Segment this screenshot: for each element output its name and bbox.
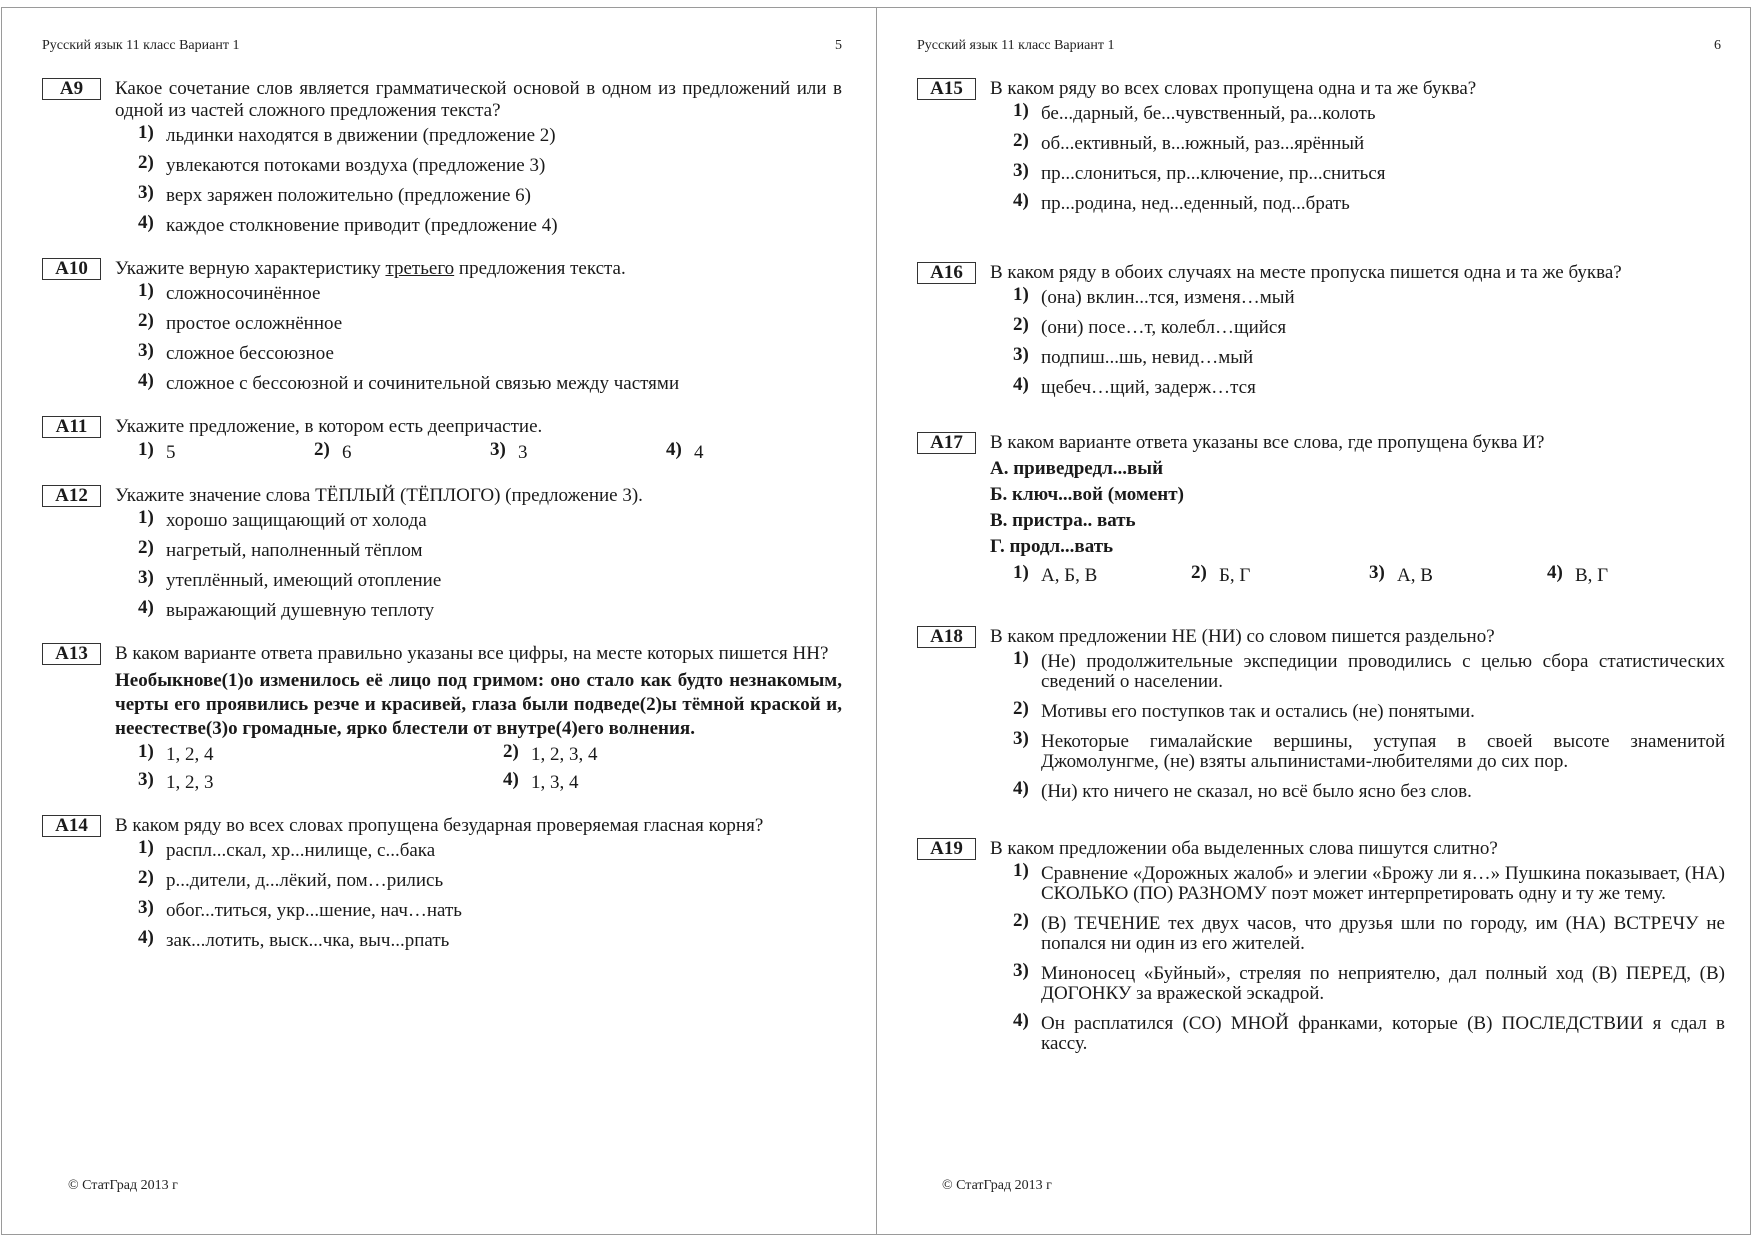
answer-option[interactable] [314,439,490,463]
task-question: В каком ряду во всех словах пропущена безударная проверяемая гласная корня? [115,815,764,836]
answer-option[interactable] [1013,130,1725,154]
option-text: обог...титься, укр...шение, нач…нать [166,900,462,921]
option-number: 1) [138,837,154,858]
option-text: увлекаются потоками воздуха (предложение 3) [166,155,546,176]
option-number: 2) [138,867,154,888]
option-text: (Не) продолжительные экспедиции проводились с целью сбора статистических сведений о населении. [1041,651,1725,692]
option-text: сложное бессоюзное [166,343,334,364]
option-text: Некоторые гималайские вершины, уступая в своей высоте знаменитой Джомолунгме, (не) взяты альпинистами-любителями до сих пор. [1041,731,1725,772]
option-text: пр...слониться, пр...ключение, пр...сниться [1041,163,1386,184]
option-number: 2) [314,439,330,460]
word-list [990,456,1725,560]
option-number: 4) [1013,190,1029,211]
option-text: 6 [342,442,352,463]
page-number: 5 [835,38,842,53]
option-number: 1) [1013,100,1029,121]
option-number: 4) [138,597,154,618]
answer-option[interactable] [138,152,842,176]
option-text: Он расплатился (СО) МНОЙ франками, которые (В) ПОСЛЕДСТВИИ я сдал в кассу. [1041,1013,1725,1054]
answer-option[interactable] [1013,190,1725,214]
answer-option[interactable] [503,741,803,765]
task-a11 [42,416,842,463]
option-text: распл...скал, хр...нилище, с...бака [166,840,436,861]
answer-option[interactable] [1013,374,1725,398]
option-text: (В) ТЕЧЕНИЕ тех двух часов, что друзья шли по городу, им (НА) ВСТРЕЧУ не попался ни один из его жителей. [1041,913,1725,954]
option-number: 1) [138,122,154,143]
option-text: сложное с бессоюзной и сочинительной связью между частями [166,373,680,394]
answer-option[interactable] [1013,910,1725,954]
option-number: 3) [138,897,154,918]
option-number: 1) [1013,860,1029,881]
option-number: 3) [1013,160,1029,181]
option-text: Миноносец «Буйный», стреляя по неприятелю, дал полный ход (В) ПЕРЕД, (В) ДОГОНКУ за вражеской эскадрой. [1041,963,1725,1004]
option-number: 1) [138,439,154,460]
answer-options [115,280,842,394]
page-content [42,78,842,973]
option-text: сложносочинённое [166,283,321,304]
answer-options [990,648,1725,802]
header-title: Русский язык 11 класс Вариант 1 [917,38,1115,53]
option-number: 2) [1013,314,1029,335]
answer-option[interactable] [1191,562,1369,586]
option-number: 1) [138,280,154,301]
task-label: А18 [917,626,976,648]
answer-option[interactable] [1013,860,1725,904]
answer-options [990,562,1725,586]
option-number: 2) [138,152,154,173]
answer-option[interactable] [1013,960,1725,1004]
option-text: 1, 3, 4 [531,772,579,793]
option-number: 1) [138,507,154,528]
answer-options [990,860,1725,1054]
option-number: 3) [490,439,506,460]
option-number: 4) [138,212,154,233]
option-number: 2) [138,310,154,331]
option-text: А, В [1397,565,1433,586]
task-a10 [42,258,842,394]
task-a15 [917,78,1725,214]
answer-options [990,100,1725,214]
option-text: 1, 2, 4 [166,744,214,765]
option-text: пр...родина, нед...еденный, под...брать [1041,193,1350,214]
option-number: 4) [138,927,154,948]
task-question: Укажите значение слова ТЁПЛЫЙ (ТЁПЛОГО) (предложение 3). [115,485,643,506]
option-number: 2) [1013,698,1029,719]
answer-option[interactable] [490,439,666,463]
task-text: Необыкнове(1)о изменилось её лицо под гримом: оно стало как будто незнакомым, черты его проявились резче и красивей, глаза были подведе(2)ы тёмной краской и, неестестве(3)о громадные, ярко блестели от внутре(4)его волнения. [115,670,842,739]
option-number: 3) [138,769,154,790]
option-number: 3) [138,567,154,588]
option-text: 5 [166,442,176,463]
word-item: А. приведредл...вый [990,458,1164,479]
answer-option[interactable] [1013,648,1725,692]
task-a17 [917,432,1725,586]
answer-option[interactable] [138,310,842,334]
answer-option[interactable] [503,769,803,793]
answer-option[interactable] [138,837,842,861]
option-text: каждое столкновение приводит (предложение 4) [166,215,558,236]
task-question: В каком ряду во всех словах пропущена одна и та же буква? [990,78,1477,99]
answer-option[interactable] [1013,1010,1725,1054]
answer-option[interactable] [138,769,503,793]
task-label: А13 [42,643,101,665]
option-number: 1) [1013,648,1029,669]
answer-option[interactable] [1547,562,1725,586]
task-a9 [42,78,842,236]
task-a13 [42,643,842,793]
task-question: Укажите предложение, в котором есть деепричастие. [115,416,543,437]
option-text: (она) вклин...тся, изменя…мый [1041,287,1295,308]
header-title: Русский язык 11 класс Вариант 1 [42,38,240,53]
answer-option[interactable] [138,439,314,463]
option-number: 4) [666,439,682,460]
page-footer: © СтатГрад 2013 г [68,1178,178,1193]
answer-option[interactable] [1013,160,1725,184]
answer-options [115,439,842,463]
option-number: 3) [1013,344,1029,365]
task-label: А11 [42,416,101,438]
answer-option[interactable] [138,597,842,621]
answer-option[interactable] [138,507,842,531]
task-label: А9 [42,78,101,100]
option-text: об...ективный, в...южный, раз...ярённый [1041,133,1365,154]
option-number: 4) [1013,374,1029,395]
answer-option[interactable] [1013,778,1725,802]
page-footer: © СтатГрад 2013 г [942,1178,1052,1193]
answer-option[interactable] [1013,698,1725,722]
option-number: 2) [138,537,154,558]
option-text: Мотивы его поступков так и остались (не) понятыми. [1041,701,1475,722]
answer-option[interactable] [1013,284,1725,308]
task-label: А10 [42,258,101,280]
answer-option[interactable] [1013,344,1725,368]
option-number: 2) [503,741,519,762]
answer-option[interactable] [138,280,842,304]
answer-option[interactable] [138,897,842,921]
answer-option[interactable] [138,567,842,591]
option-text: нагретый, наполненный тёплом [166,540,423,561]
option-text: Сравнение «Дорожных жалоб» и элегии «Брожу ли я…» Пушкина показывает, (НА) СКОЛЬКО (ПО) РАЗНОМУ поэт может интерпретировать одну и ту же тему. [1041,863,1725,904]
answer-option[interactable] [1369,562,1547,586]
option-number: 2) [1191,562,1207,583]
answer-option[interactable] [1013,100,1725,124]
option-text: щебеч…щий, задерж…тся [1041,377,1256,398]
option-text: А, Б, В [1041,565,1098,586]
option-text: 3 [518,442,528,463]
answer-option[interactable] [138,927,842,951]
option-text: утеплённый, имеющий отопление [166,570,442,591]
option-number: 3) [138,340,154,361]
option-number: 1) [1013,284,1029,305]
word-item: В. пристра.. вать [990,510,1136,531]
page-5 [0,0,876,1239]
option-number: 3) [1013,728,1029,749]
task-question: В каком предложении оба выделенных слова пишутся слитно? [990,838,1498,859]
option-text: 1, 2, 3, 4 [531,744,598,765]
task-label: А12 [42,485,101,507]
option-number: 2) [1013,910,1029,931]
option-text: верх заряжен положительно (предложение 6) [166,185,531,206]
option-number: 4) [1547,562,1563,583]
answer-option[interactable] [138,340,842,364]
option-number: 3) [1369,562,1385,583]
option-text: зак...лотить, выск...чка, выч...рпать [166,930,450,951]
task-label: А16 [917,262,976,284]
task-a14 [42,815,842,951]
option-number: 2) [1013,130,1029,151]
answer-options [115,837,842,951]
task-a18 [917,626,1725,802]
underlined-word: третьего [385,258,455,279]
task-a12 [42,485,842,621]
answer-option[interactable] [666,439,842,463]
task-question: В каком ряду в обоих случаях на месте пропуска пишется одна и та же буква? [990,262,1622,283]
page-6 [877,0,1753,1239]
option-number: 4) [503,769,519,790]
page-content [917,78,1725,1076]
answer-option[interactable] [138,122,842,146]
task-a19 [917,838,1725,1054]
task-label: А15 [917,78,976,100]
answer-options [115,741,842,793]
option-text: бе...дарный, бе...чувственный, ра...колоть [1041,103,1376,124]
task-question: В каком варианте ответа правильно указаны все цифры, на месте которых пишется НН? [115,643,829,664]
answer-option[interactable] [138,182,842,206]
option-text: (они) посе…т, колебл…щийся [1041,317,1287,338]
option-number: 3) [1013,960,1029,981]
task-question: Какое сочетание слов является грамматической основой в одном из предложений или в одной из частей сложного предложения текста? [115,78,842,121]
answer-option[interactable] [138,867,842,891]
option-text: льдинки находятся в движении (предложение 2) [166,125,556,146]
option-text: 4 [694,442,704,463]
option-text: хорошо защищающий от холода [166,510,427,531]
answer-options [115,507,842,621]
task-label: А14 [42,815,101,837]
answer-options [115,122,842,236]
word-item: Б. ключ...вой (момент) [990,484,1184,505]
option-number: 4) [138,370,154,391]
task-question [115,258,842,280]
option-text: подпиш...шь, невид…мый [1041,347,1254,368]
task-question: В каком варианте ответа указаны все слова, где пропущена буква И? [990,432,1545,453]
word-item: Г. продл...вать [990,536,1114,557]
option-text: (Ни) кто ничего не сказал, но всё было ясно без слов. [1041,781,1472,802]
task-label: А17 [917,432,976,454]
task-label: А19 [917,838,976,860]
answer-option[interactable] [138,212,842,236]
option-number: 3) [138,182,154,203]
option-number: 1) [138,741,154,762]
option-text: простое осложнённое [166,313,343,334]
option-text: Б, Г [1219,565,1251,586]
answer-option[interactable] [138,741,503,765]
answer-option[interactable] [138,370,842,394]
answer-option[interactable] [1013,314,1725,338]
option-text: р...дители, д...лёкий, пом…рились [166,870,444,891]
question-text: Укажите верную характеристику [115,258,386,279]
option-number: 4) [1013,1010,1029,1031]
question-text: предложения текста. [454,258,626,279]
task-question: В каком предложении НЕ (НИ) со словом пишется раздельно? [990,626,1495,647]
option-number: 4) [1013,778,1029,799]
option-text: В, Г [1575,565,1609,586]
option-number: 1) [1013,562,1029,583]
option-text: выражающий душевную теплоту [166,600,435,621]
answer-option[interactable] [1013,728,1725,772]
answer-options [990,284,1725,398]
option-text: 1, 2, 3 [166,772,214,793]
task-a16 [917,262,1725,398]
page-number: 6 [1714,38,1721,53]
answer-option[interactable] [1013,562,1191,586]
answer-option[interactable] [138,537,842,561]
